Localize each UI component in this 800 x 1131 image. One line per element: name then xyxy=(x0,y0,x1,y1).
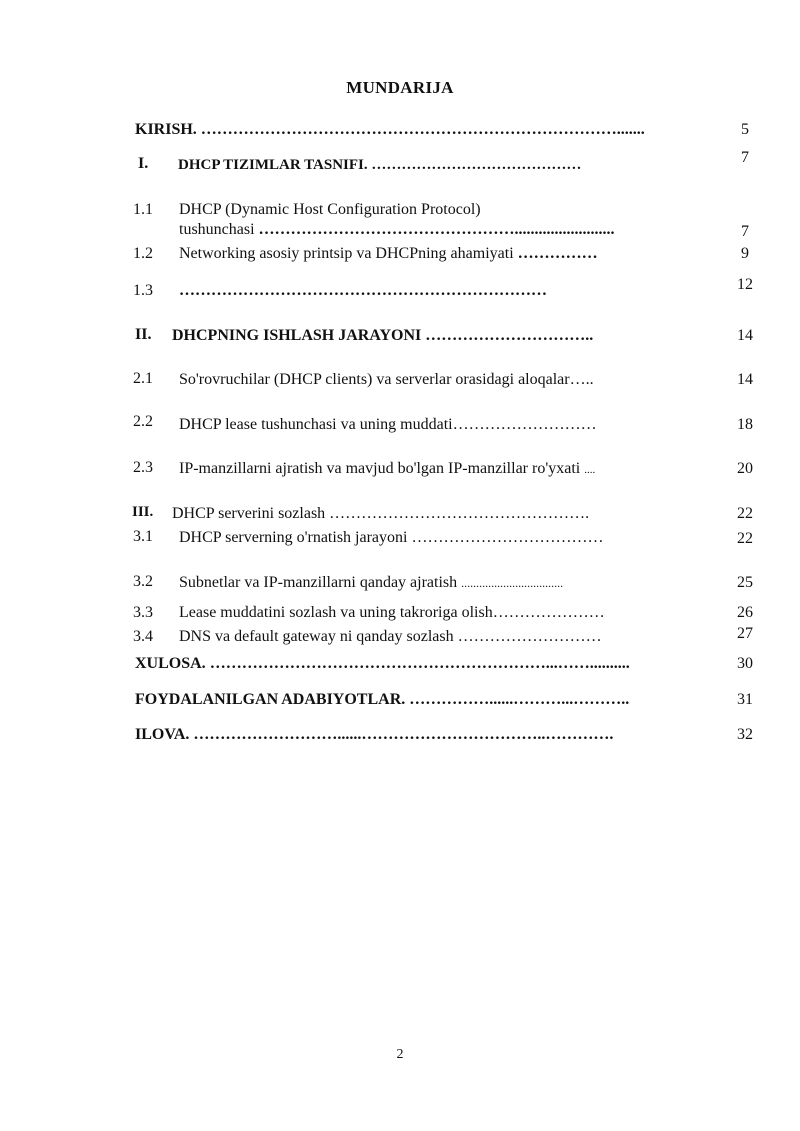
toc-entry-text: DHCP lease tushunchasi va uning muddati xyxy=(179,416,453,433)
toc-entry-kirish xyxy=(135,121,645,139)
toc-leader-dots: ….. xyxy=(569,371,594,388)
toc-entry-1-3 xyxy=(179,282,547,300)
toc-entry-xulosa xyxy=(135,655,630,673)
toc-page-number: 22 xyxy=(737,530,753,547)
toc-page-number: 27 xyxy=(737,625,753,642)
toc-section-number: 2.3 xyxy=(133,459,153,476)
toc-entry-2-1 xyxy=(179,371,594,389)
toc-leader-dots: …………………………………………………………… xyxy=(179,282,547,299)
toc-entry-section-3 xyxy=(172,505,589,523)
toc-entry-text: So'rovruchilar (DHCP clients) va serverlar orasidagi aloqalar xyxy=(179,371,570,388)
toc-entry-text: ILOVA. xyxy=(135,726,194,743)
toc-leader-dots: .................................. xyxy=(461,576,564,590)
toc-page-number: 14 xyxy=(737,327,753,344)
toc-leader-dots: ……………………………… xyxy=(411,529,604,546)
toc-page-number: 30 xyxy=(737,655,753,672)
toc-leader-dots: ………………………….. xyxy=(425,327,594,344)
toc-page-number: 12 xyxy=(737,276,753,293)
toc-leader-dots: …………………………………… xyxy=(371,157,582,173)
toc-section-number: II. xyxy=(135,326,152,343)
toc-page-number: 9 xyxy=(741,245,749,262)
toc-section-number: 1.3 xyxy=(133,282,153,299)
toc-entry-2-2 xyxy=(179,416,597,434)
toc-entry-text: DHCPNING ISHLASH JARAYONI xyxy=(172,327,426,344)
toc-entry-ilova xyxy=(135,726,613,744)
toc-entry-text: XULOSA. xyxy=(135,655,210,672)
toc-entry-section-2 xyxy=(172,327,593,345)
toc-entry-1-1-continued xyxy=(179,221,615,239)
toc-page-number: 5 xyxy=(741,121,749,138)
toc-section-number: 2.2 xyxy=(133,413,153,430)
toc-leader-dots: …………………………………………......................... xyxy=(258,221,615,238)
toc-page-number: 22 xyxy=(737,505,753,522)
toc-entry-text: DHCP TIZIMLAR TASNIFI. xyxy=(178,157,372,173)
toc-entry-1-2 xyxy=(179,245,598,263)
toc-entry-text: tushunchasi xyxy=(179,221,259,238)
toc-entry-3-1 xyxy=(179,529,603,547)
toc-entry-2-3 xyxy=(179,460,595,478)
toc-page-number: 14 xyxy=(737,371,753,388)
toc-section-number: III. xyxy=(132,504,154,520)
toc-entry-3-2 xyxy=(179,574,563,592)
toc-leader-dots: ………………… xyxy=(492,604,605,621)
toc-page-number: 7 xyxy=(741,149,749,166)
toc-leader-dots: ……………………… xyxy=(452,416,597,433)
toc-section-number: I. xyxy=(138,155,149,172)
toc-leader-dots: ………………………......……………………………..…………. xyxy=(193,726,614,743)
toc-section-number: 1.2 xyxy=(133,245,153,262)
toc-page-number: 25 xyxy=(737,574,753,591)
toc-entry-3-4 xyxy=(179,628,602,646)
toc-page-number: 18 xyxy=(737,416,753,433)
toc-leader-dots: .... xyxy=(584,464,596,476)
toc-page-number: 20 xyxy=(737,460,753,477)
toc-section-number: 3.3 xyxy=(133,604,153,621)
toc-section-number: 1.1 xyxy=(133,201,153,218)
toc-entry-adabiyotlar xyxy=(135,691,629,709)
toc-entry-text: DHCP serverini sozlash xyxy=(172,505,330,522)
toc-leader-dots: ……………………… xyxy=(457,628,602,645)
toc-leader-dots: ……………......………...……….. xyxy=(409,691,630,708)
toc-leader-dots: ………………………………………………………...…….......... xyxy=(209,655,630,672)
page-title: MUNDARIJA xyxy=(346,78,454,97)
toc-entry-text: DHCP (Dynamic Host Configuration Protocol) xyxy=(179,201,481,218)
toc-section-number: 3.4 xyxy=(133,628,153,645)
toc-entry-text: DNS va default gateway ni qanday sozlash xyxy=(179,628,458,645)
toc-section-number: 3.2 xyxy=(133,573,153,590)
toc-section-number: 3.1 xyxy=(133,528,153,545)
toc-page-number: 31 xyxy=(737,691,753,708)
toc-leader-dots: …………… xyxy=(517,245,598,262)
toc-entry-text: Networking asosiy printsip va DHCPning ahamiyati xyxy=(179,245,518,262)
toc-entry-text: KIRISH. xyxy=(135,121,201,138)
toc-entry-text: DHCP serverning o'rnatish jarayoni xyxy=(179,529,412,546)
toc-entry-text: Subnetlar va IP-manzillarni qanday ajratish xyxy=(179,574,462,591)
toc-leader-dots: …………………………………………. xyxy=(329,505,590,522)
footer-page-number: 2 xyxy=(396,1047,404,1062)
toc-entry-text: IP-manzillarni ajratish va mavjud bo'lgan IP-manzillar ro'yxati xyxy=(179,460,585,477)
toc-page-number: 26 xyxy=(737,604,753,621)
toc-entry-section-1 xyxy=(178,157,581,174)
toc-entry-text: Lease muddatini sozlash va uning takroriga olish xyxy=(179,604,493,621)
toc-page-number: 32 xyxy=(737,726,753,743)
toc-entry-text: FOYDALANILGAN ADABIYOTLAR. xyxy=(135,691,410,708)
toc-section-number: 2.1 xyxy=(133,370,153,387)
toc-entry-3-3 xyxy=(179,604,605,622)
toc-page-number: 7 xyxy=(741,223,749,240)
toc-leader-dots: ……………………………………………………………………....... xyxy=(200,121,645,138)
